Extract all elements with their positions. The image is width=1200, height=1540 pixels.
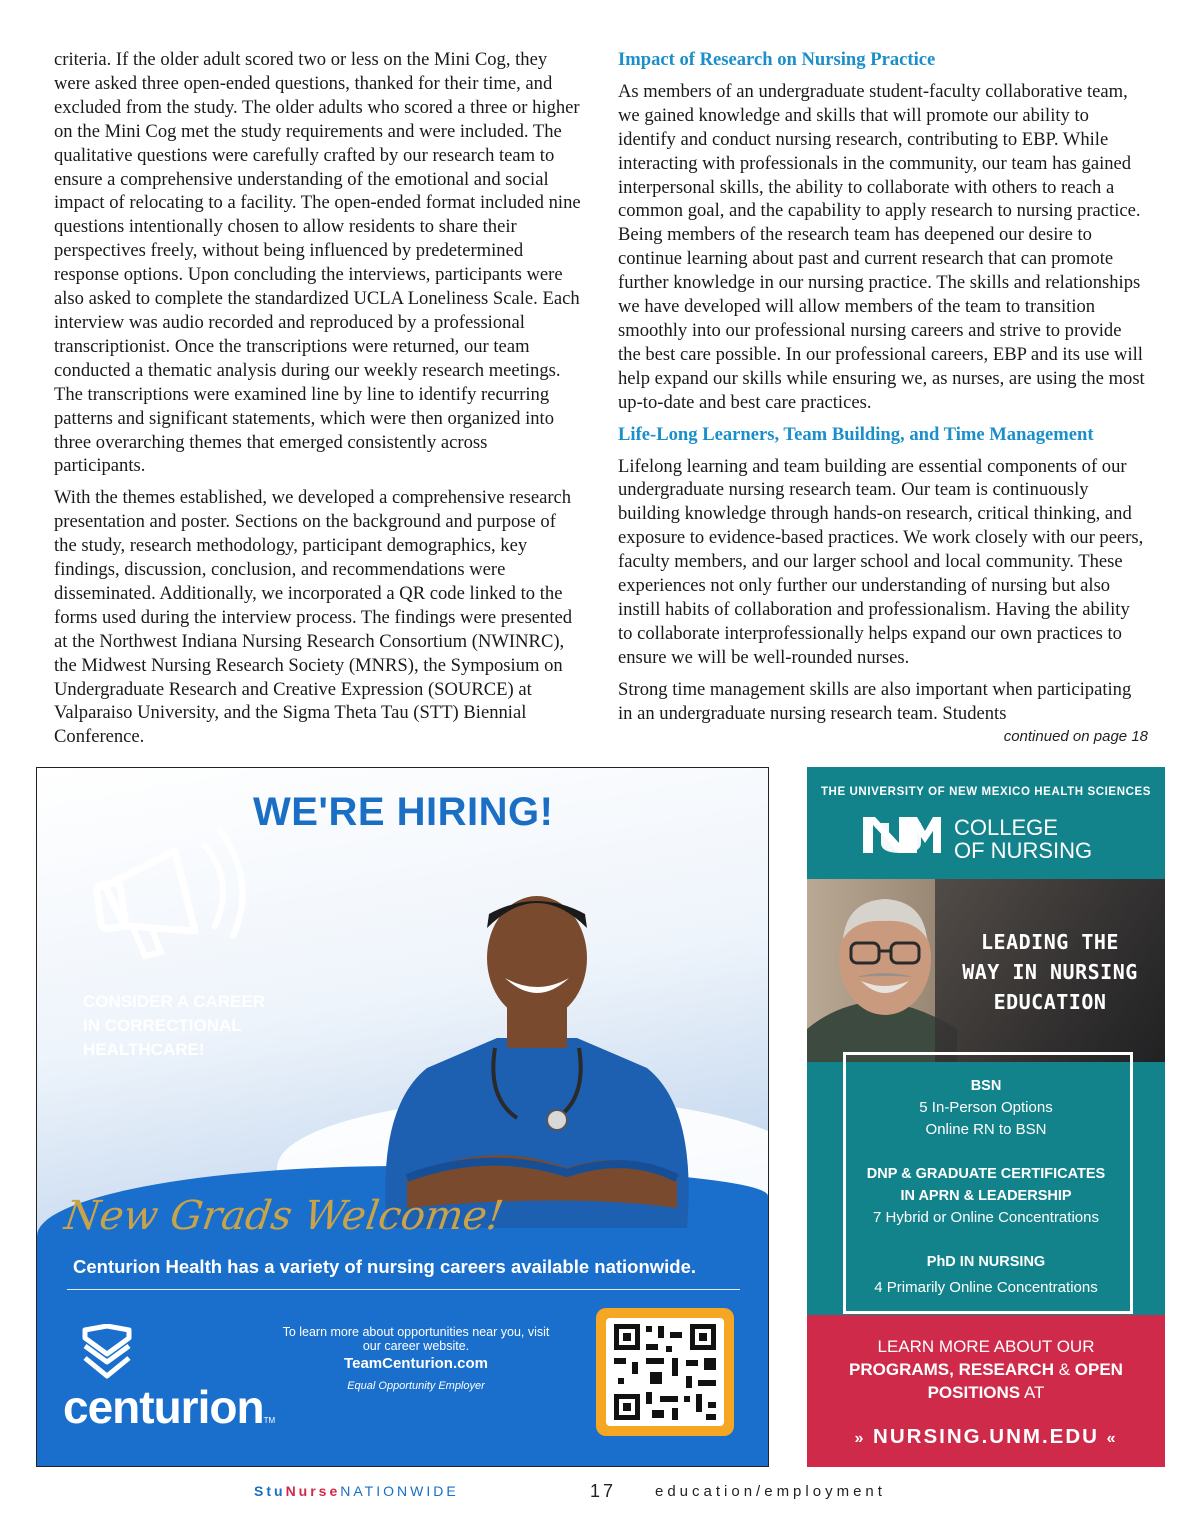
centurion-ad[interactable]: [36, 767, 769, 1467]
chevron-right-icon: »: [854, 1430, 866, 1447]
megaphone-icon: [85, 816, 255, 966]
ad-learn-more-text: To learn more about opportunities near you, visit our career website.: [282, 1325, 550, 1353]
qr-code[interactable]: [596, 1308, 734, 1436]
magazine-name: StuNurseNATIONWIDE: [254, 1483, 459, 1499]
unm-program-phd: PhD IN NURSING 4 Primarily Online Concentrations: [874, 1254, 1098, 1296]
article-paragraph: With the themes established, we developed a comprehensive research presentation and poster. Sections on the background and purpose of the study, research methodology, participant demographics, key findings, discussion, conclusion, and recommendations were disseminated. Additionally, we incorporated a QR code linked to the forms used during the interview process. The findings were presented at the Northwest Indiana Nursing Research Consortium (NWINRC), the Midwest Nursing Research Society (MNRS), the Symposium on Undergraduate Research and Creative Expression (SOURCE) at Valparaiso University, and the Sigma Theta Tau (STT) Biennial Conference.: [54, 487, 573, 748]
article-left-column: [54, 48, 582, 757]
unm-logo-icon: [859, 813, 943, 857]
article-paragraph: criteria. If the older adult scored two or less on the Mini Cog, they were asked three open-ended questions, thanked for their time, and excluded from the study. The older adults who scored a three or higher on the Mini Cog met the study requirements and were included. The qualitative questions were carefully crafted by our research team to ensure a comprehensive understanding of the emotional and social impact of relocating to a facility. The open-ended format included nine questions intentionally chosen to allow residents to share their perspectives freely, without being influenced by predetermined response options. Upon concluding the interviews, participants were also asked to complete the standardized UCLA Loneliness Scale. Each interview was audio recorded and reproduced by a professional transcriptionist. Once the transcriptions were returned, our team conducted a thematic analysis during our weekly research meetings. The transcriptions were examined line by line to identify recurring patterns and significant statements, which were then organized into three overarching themes that emerged consistently across participants.: [54, 49, 581, 477]
ad-description: Centurion Health has a variety of nursing careers available nationwide.: [73, 1256, 697, 1277]
page-footer: [0, 1481, 1200, 1503]
unm-college-name: COLLEGE OF NURSING: [954, 815, 1093, 863]
article-paragraph: Strong time management skills are also important when participating in an undergraduate nursing research team. Students: [618, 678, 1132, 724]
unm-program-dnp: DNP & GRADUATE CERTIFICATES IN APRN & LEADERSHIP 7 Hybrid or Online Concentrations: [866, 1166, 1106, 1226]
ad-headline: WE'RE HIRING!: [253, 790, 554, 834]
continued-note: continued on page 18: [1003, 728, 1148, 745]
article-paragraph: As members of an undergraduate student-faculty collaborative team, we gained knowledge and skills that will promote our ability to identify and conduct nursing research, contributing to EBP. While interacting with professionals in the community, our team has gained interpersonal skills, the ability to collaborate with others to reach a common goal, and the capability to apply research to nursing practice. Being members of the research team has deepened our desire to continue learning about past and current research that can promote further knowledge in our nursing practice. The skills and relationships we have developed will allow members of the team to transition smoothly into our professional nursing careers and strive to provide the best care possible. In our professional careers, EBP and its use will help expand our skills while ensuring we, as nurses, are using the most up-to-date and best care practices.: [618, 80, 1145, 413]
section-heading: Life-Long Learners, Team Building, and Time Management: [618, 423, 1094, 445]
unm-institution: THE UNIVERSITY OF NEW MEXICO HEALTH SCIENCES: [820, 786, 1152, 798]
ad-career-callout: CONSIDER A CAREER IN CORRECTIONAL HEALTHCARE!: [83, 992, 265, 1059]
chevron-left-icon: «: [1106, 1430, 1118, 1447]
article-right-column: [618, 48, 1148, 733]
page-number: 17: [590, 1481, 617, 1501]
unm-learn-more: LEARN MORE ABOUT OUR PROGRAMS, RESEARCH & OPEN POSITIONS AT: [849, 1337, 1123, 1402]
nurse-photo: [367, 848, 707, 1228]
unm-nursing-ad[interactable]: [807, 767, 1165, 1467]
ad-tagline: New Grads Welcome!: [61, 1193, 507, 1239]
ad-website-link[interactable]: TeamCenturion.com: [344, 1355, 488, 1372]
section-heading: Impact of Research on Nursing Practice: [618, 49, 936, 70]
centurion-logo-text: centurionTM: [63, 1381, 276, 1433]
unm-website-link[interactable]: » NURSING.UNM.EDU «: [854, 1425, 1118, 1448]
ad-eoe-note: Equal Opportunity Employer: [347, 1380, 485, 1392]
unm-slogan: LEADING THE WAY IN NURSING EDUCATION: [962, 930, 1138, 1014]
unm-program-bsn: BSN 5 In-Person Options Online RN to BSN: [919, 1078, 1053, 1138]
article-paragraph: Lifelong learning and team building are essential components of our undergraduate nursing research team. Our team is continuously building knowledge through hands-on research, critical thinking, and exposure to evidence-based practices. We work closely with our peers, faculty members, and our larger school and local community. These experiences not only further our understanding of nursing but also instill habits of collaboration and professionalism. Having the ability to collaborate interprofessionally helps expand our own practices to ensure we will be well-rounded nurses.: [618, 455, 1144, 668]
ad-divider: [67, 1289, 740, 1290]
centurion-shield-icon: [77, 1324, 137, 1382]
qr-code-pattern: [606, 1318, 724, 1426]
section-name: education/employment: [655, 1483, 886, 1500]
